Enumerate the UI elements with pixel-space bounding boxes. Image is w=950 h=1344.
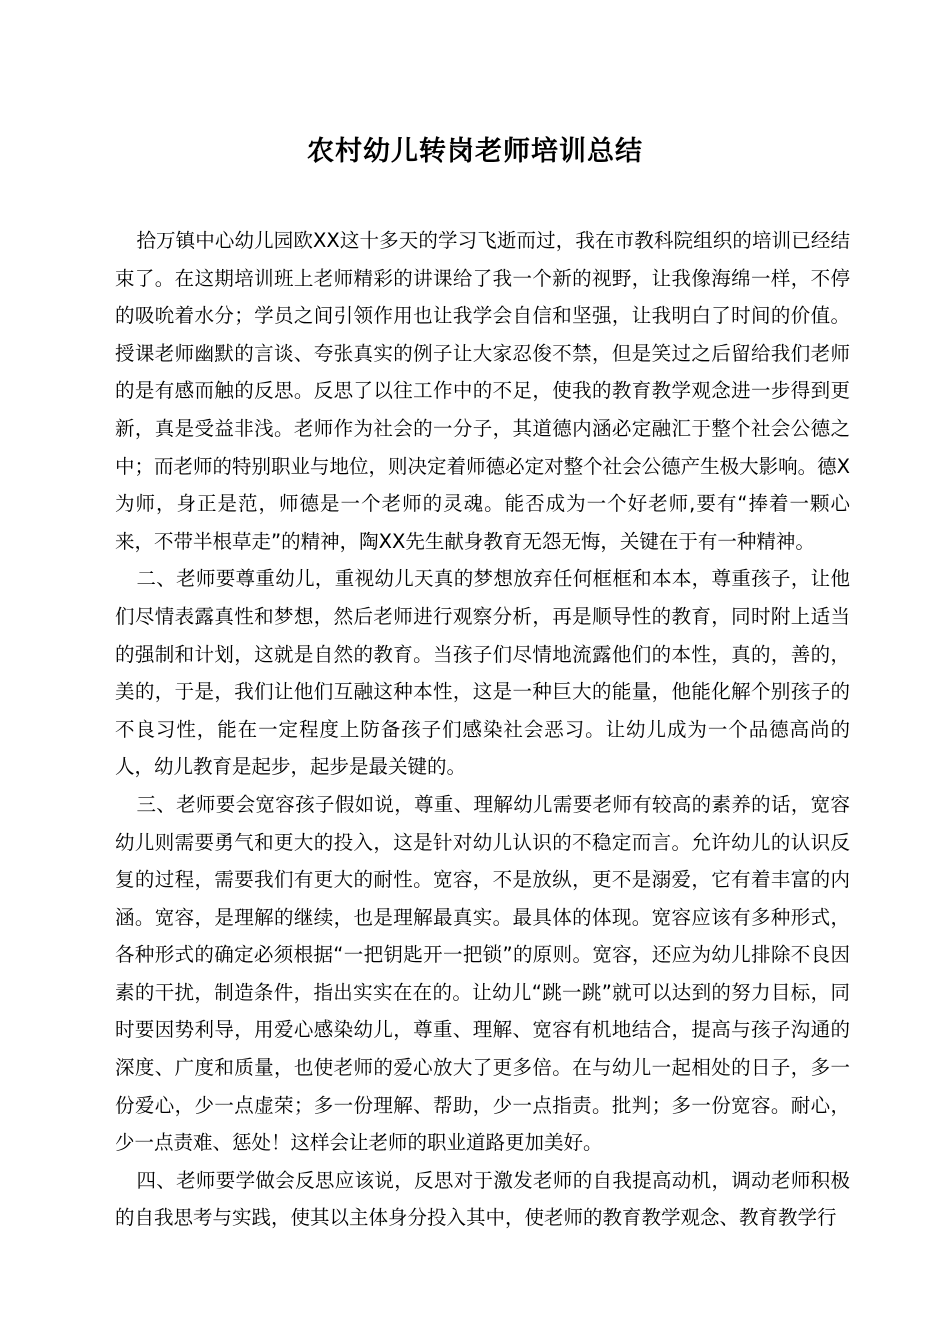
paragraph-tolerance: 三、老师要会宽容孩子假如说，尊重、理解幼儿需要老师有较高的素养的话，宽容幼儿则需要勇气和更大的投入，这是针对幼儿认识的不稳定而言。允许幼儿的认识反复的过程，需要我们有更大的耐性。宽容，不是放纵，更不是溺爱，它有着丰富的内涵。宽容，是理解的继续，也是理解最真实。最具体的体现。宽容应该有多种形式，各种形式的确定必须根据“一把钥匙开一把锁”的原则。宽容，还应为幼儿排除不良因素的干扰，制造条件，指出实实在在的。让幼儿“跳一跳”就可以达到的努力目标，同时要因势利导，用爱心感染幼儿，尊重、理解、宽容有机地结合，提高与孩子沟通的深度、广度和质量，也使老师的爱心放大了更多倍。在与幼儿一起相处的日子，多一份爱心，少一点虚荣；多一份理解、帮助，少一点指责。批判；多一份宽容。耐心，少一点责难、惩处！这样会让老师的职业道路更加美好。 [115,792,850,1155]
document-title: 农村幼儿转岗老师培训总结 [307,136,643,167]
paragraph-intro: 拾万镇中心幼儿园欧XX这十多天的学习飞逝而过，我在市教科院组织的培训已经结束了。在这期培训班上老师精彩的讲课给了我一个新的视野，让我像海绵一样，不停的吸吮着水分；学员之间引领作用也让我学会自信和坚强，让我明白了时间的价值。授课老师幽默的言谈、夸张真实的例子让大家忍俊不禁，但是笑过之后留给我们老师的是有感而触的反思。反思了以往工作中的不足，使我的教育教学观念进一步得到更新，真是受益非浅。老师作为社会的一分子，其道德内涵必定融汇于整个社会公德之中；而老师的特别职业与地位，则决定着师德必定对整个社会公德产生极大影响。德X为师，身正是范，师德是一个老师的灵魂。能否成为一个好老师,要有“捧着一颗心来，不带半根草走”的精神，陶XX先生献身教育无怨无悔，关键在于有一种精神。 [115,229,850,553]
paragraph-reflection: 四、老师要学做会反思应该说，反思对于激发老师的自我提高动机，调动老师积极的自我思考与实践，使其以主体身分投入其中，使老师的教育教学观念、教育教学行 [115,1168,850,1230]
document-body [115,222,850,1237]
paragraph-respect-children: 二、老师要尊重幼儿，重视幼儿天真的梦想放弃任何框框和本本，尊重孩子，让他们尽情表露真性和梦想，然后老师进行观察分析，再是顺导性的教育，同时附上适当的强制和计划，这就是自然的教育。当孩子们尽情地流露他们的本性，真的，善的，美的，于是，我们让他们互融这种本性，这是一种巨大的能量，他能化解个别孩子的不良习性，能在一定程度上防备孩子们感染社会恶习。让幼儿成为一个品德高尚的人，幼儿教育是起步，起步是最关键的。 [115,567,850,779]
